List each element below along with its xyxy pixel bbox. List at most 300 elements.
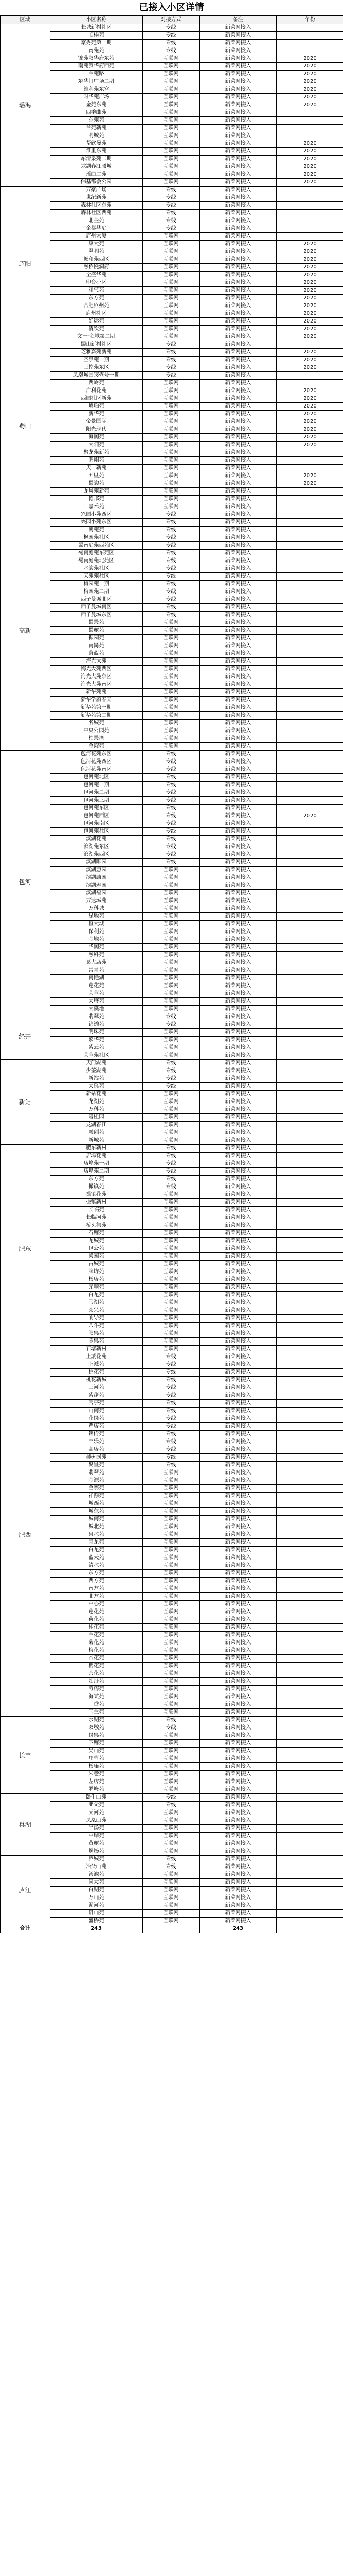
table-row bbox=[1, 936, 343, 944]
year-cell bbox=[277, 125, 343, 132]
year-cell bbox=[277, 1562, 343, 1570]
connection-type-cell: 互联网 bbox=[143, 101, 200, 109]
table-row bbox=[1, 542, 343, 550]
year-cell: 2020 bbox=[277, 78, 343, 86]
year-cell: 2020 bbox=[277, 364, 343, 372]
table-row bbox=[1, 944, 343, 952]
table-row bbox=[1, 1415, 343, 1423]
table-row bbox=[1, 882, 343, 890]
table-row bbox=[1, 241, 343, 248]
community-name-cell: 兰苑新苑 bbox=[50, 125, 143, 132]
community-name-cell: 亚父苑 bbox=[50, 1802, 143, 1809]
community-name-cell: 新华苑第一期 bbox=[50, 704, 143, 712]
note-cell: 新菜网接入 bbox=[200, 380, 277, 387]
table-row bbox=[1, 256, 343, 264]
note-cell: 新菜网接入 bbox=[200, 295, 277, 302]
note-cell: 新菜网接入 bbox=[200, 658, 277, 666]
note-cell: 新菜网接入 bbox=[200, 318, 277, 326]
note-cell: 新菜网接入 bbox=[200, 1585, 277, 1593]
connection-type-cell: 互联网 bbox=[143, 1191, 200, 1199]
connection-type-cell: 互联网 bbox=[143, 125, 200, 132]
community-name-cell: 三河苑 bbox=[50, 1384, 143, 1392]
community-name-cell: 庄墓苑 bbox=[50, 1755, 143, 1763]
note-cell: 新菜网接入 bbox=[200, 1377, 277, 1384]
year-cell bbox=[277, 890, 343, 897]
connection-type-cell: 互联网 bbox=[143, 163, 200, 171]
connection-type-cell: 互联网 bbox=[143, 132, 200, 140]
year-cell bbox=[277, 1369, 343, 1377]
community-name-cell: 矾山苑 bbox=[50, 1910, 143, 1918]
note-cell: 新菜网接入 bbox=[200, 1840, 277, 1848]
table-row bbox=[1, 1346, 343, 1353]
note-cell: 新菜网接入 bbox=[200, 1732, 277, 1740]
table-row bbox=[1, 1183, 343, 1191]
community-name-cell: 大唐苑 bbox=[50, 998, 143, 1006]
note-cell: 新菜网接入 bbox=[200, 1176, 277, 1183]
note-cell: 新菜网接入 bbox=[200, 372, 277, 380]
note-cell: 新菜网接入 bbox=[200, 1856, 277, 1863]
community-name-cell: 店埠苑二期 bbox=[50, 1168, 143, 1176]
table-row bbox=[1, 1160, 343, 1168]
connection-type-cell: 互联网 bbox=[143, 936, 200, 944]
community-name-cell: 包河苑二期 bbox=[50, 789, 143, 797]
table-row bbox=[1, 1554, 343, 1562]
note-cell: 新菜网接入 bbox=[200, 71, 277, 78]
table-row bbox=[1, 689, 343, 697]
table-row bbox=[1, 890, 343, 897]
year-cell bbox=[277, 1902, 343, 1910]
note-cell: 新菜网接入 bbox=[200, 743, 277, 751]
table-row bbox=[1, 1245, 343, 1253]
connection-type-cell: 互联网 bbox=[143, 426, 200, 434]
community-name-cell: 金都华庭 bbox=[50, 225, 143, 233]
table-row bbox=[1, 673, 343, 681]
year-cell bbox=[277, 1778, 343, 1786]
connection-type-cell: 互联网 bbox=[143, 295, 200, 302]
note-cell: 新菜网接入 bbox=[200, 1361, 277, 1369]
year-cell: 2020 bbox=[277, 442, 343, 449]
year-cell bbox=[277, 1377, 343, 1384]
connection-type-cell: 互联网 bbox=[143, 480, 200, 488]
note-cell: 新菜网接入 bbox=[200, 1129, 277, 1137]
connection-type-cell: 专线 bbox=[143, 519, 200, 527]
table-row bbox=[1, 63, 343, 71]
year-cell bbox=[277, 1423, 343, 1431]
connection-type-cell: 互联网 bbox=[143, 1848, 200, 1856]
community-name-cell: 枫园苑社区 bbox=[50, 534, 143, 542]
table-row bbox=[1, 418, 343, 426]
year-cell bbox=[277, 1493, 343, 1500]
table-row bbox=[1, 921, 343, 928]
year-cell: 2020 bbox=[277, 163, 343, 171]
community-name-cell: 名城苑 bbox=[50, 720, 143, 727]
table-row bbox=[1, 349, 343, 357]
connection-type-cell: 专线 bbox=[143, 843, 200, 851]
note-cell: 新菜网接入 bbox=[200, 666, 277, 673]
year-cell bbox=[277, 217, 343, 225]
note-cell: 新菜网接入 bbox=[200, 1168, 277, 1176]
note-cell: 新菜网接入 bbox=[200, 1763, 277, 1771]
year-cell bbox=[277, 1454, 343, 1462]
connection-type-cell: 专线 bbox=[143, 1438, 200, 1446]
table-row bbox=[1, 295, 343, 302]
community-name-cell: 桂花苑 bbox=[50, 1624, 143, 1632]
year-cell bbox=[277, 1601, 343, 1608]
year-cell bbox=[277, 1083, 343, 1091]
community-name-cell: 梅园苑二期 bbox=[50, 588, 143, 596]
year-cell: 2020 bbox=[277, 156, 343, 163]
community-name-cell: 振园苑 bbox=[50, 635, 143, 642]
table-row bbox=[1, 1778, 343, 1786]
year-cell: 2020 bbox=[277, 264, 343, 272]
year-cell bbox=[277, 982, 343, 990]
table-row bbox=[1, 1083, 343, 1091]
connection-type-cell: 互联网 bbox=[143, 990, 200, 998]
year-cell bbox=[277, 527, 343, 534]
connection-type-cell: 互联网 bbox=[143, 1129, 200, 1137]
connection-type-cell: 专线 bbox=[143, 1863, 200, 1871]
column-header: 对接方式 bbox=[143, 16, 200, 24]
year-cell bbox=[277, 1647, 343, 1655]
connection-type-cell: 专线 bbox=[143, 1446, 200, 1454]
community-name-cell: 滨湖苑东区 bbox=[50, 843, 143, 851]
note-cell: 新菜网接入 bbox=[200, 1338, 277, 1346]
year-cell bbox=[277, 32, 343, 40]
table-row bbox=[1, 132, 343, 140]
year-cell bbox=[277, 1037, 343, 1044]
connection-type-cell: 互联网 bbox=[143, 1562, 200, 1570]
community-name-cell: 德邦苑 bbox=[50, 496, 143, 503]
note-cell: 新菜网接入 bbox=[200, 148, 277, 156]
table-row bbox=[1, 302, 343, 310]
table-row bbox=[1, 326, 343, 333]
connection-type-cell: 互联网 bbox=[143, 1330, 200, 1338]
table-row bbox=[1, 357, 343, 364]
community-name-cell: 水韵苑社区 bbox=[50, 565, 143, 573]
community-name-cell: 清欣苑 bbox=[50, 326, 143, 333]
table-row bbox=[1, 1114, 343, 1122]
table-row bbox=[1, 434, 343, 442]
table-row bbox=[1, 71, 343, 78]
table-row bbox=[1, 1802, 343, 1809]
note-cell: 新菜网接入 bbox=[200, 635, 277, 642]
year-cell: 2020 bbox=[277, 171, 343, 179]
table-row bbox=[1, 588, 343, 596]
note-cell: 新菜网接入 bbox=[200, 913, 277, 921]
year-cell bbox=[277, 1608, 343, 1616]
community-name-cell: 西方苑 bbox=[50, 1578, 143, 1585]
table-row bbox=[1, 511, 343, 519]
community-name-cell: 玉兰苑 bbox=[50, 1709, 143, 1717]
table-row bbox=[1, 1608, 343, 1616]
connection-type-cell: 互联网 bbox=[143, 86, 200, 94]
community-name-cell: 东方苑 bbox=[50, 295, 143, 302]
community-name-cell: 新站苑 bbox=[50, 1075, 143, 1083]
connection-type-cell: 互联网 bbox=[143, 1655, 200, 1663]
table-row bbox=[1, 1918, 343, 1925]
year-cell bbox=[277, 1624, 343, 1632]
note-cell: 新菜网接入 bbox=[200, 1423, 277, 1431]
note-cell: 新菜网接入 bbox=[200, 1786, 277, 1794]
community-name-cell: 桃花苑 bbox=[50, 1369, 143, 1377]
connection-type-cell: 专线 bbox=[143, 1802, 200, 1809]
connection-type-cell: 专线 bbox=[143, 1392, 200, 1400]
note-cell: 新菜网接入 bbox=[200, 1261, 277, 1268]
note-cell: 新菜网接入 bbox=[200, 836, 277, 843]
table-row bbox=[1, 225, 343, 233]
note-cell: 新菜网接入 bbox=[200, 1462, 277, 1469]
year-cell bbox=[277, 1833, 343, 1840]
year-cell bbox=[277, 689, 343, 697]
note-cell: 新菜网接入 bbox=[200, 1469, 277, 1477]
note-cell: 新菜网接入 bbox=[200, 1238, 277, 1245]
year-cell bbox=[277, 1616, 343, 1624]
year-cell bbox=[277, 1554, 343, 1562]
connection-type-cell: 互联网 bbox=[143, 1840, 200, 1848]
connection-type-cell: 互联网 bbox=[143, 952, 200, 959]
note-cell: 新菜网接入 bbox=[200, 1013, 277, 1021]
community-name-cell: 南艳湖 bbox=[50, 975, 143, 982]
table-row bbox=[1, 697, 343, 704]
year-cell bbox=[277, 372, 343, 380]
year-cell bbox=[277, 913, 343, 921]
table-row bbox=[1, 503, 343, 511]
connection-type-cell: 互联网 bbox=[143, 256, 200, 264]
community-name-cell: 左店苑 bbox=[50, 1778, 143, 1786]
connection-type-cell: 互联网 bbox=[143, 380, 200, 387]
note-cell: 新菜网接入 bbox=[200, 1809, 277, 1817]
community-name-cell: 包河花苑南区 bbox=[50, 766, 143, 774]
note-cell: 新菜网接入 bbox=[200, 1724, 277, 1732]
year-cell bbox=[277, 117, 343, 125]
community-name-cell: 牡丹苑 bbox=[50, 1678, 143, 1686]
community-name-cell: 白湖苑 bbox=[50, 1887, 143, 1894]
year-cell bbox=[277, 1284, 343, 1292]
year-cell bbox=[277, 1029, 343, 1037]
year-cell bbox=[277, 1199, 343, 1207]
note-cell: 新菜网接入 bbox=[200, 287, 277, 295]
note-cell: 新菜网接入 bbox=[200, 364, 277, 372]
note-cell: 新菜网接入 bbox=[200, 1029, 277, 1037]
year-cell bbox=[277, 1879, 343, 1887]
community-name-cell: 西园社区新苑 bbox=[50, 395, 143, 403]
community-name-cell: 紫蓬苑 bbox=[50, 1392, 143, 1400]
year-cell bbox=[277, 1840, 343, 1848]
year-cell bbox=[277, 1856, 343, 1863]
connection-type-cell: 互联网 bbox=[143, 1523, 200, 1531]
table-row bbox=[1, 187, 343, 194]
connection-type-cell: 专线 bbox=[143, 812, 200, 820]
year-cell bbox=[277, 1153, 343, 1160]
connection-type-cell: 互联网 bbox=[143, 1825, 200, 1833]
year-cell bbox=[277, 1276, 343, 1284]
note-cell: 新菜网接入 bbox=[200, 735, 277, 743]
year-cell: 2020 bbox=[277, 71, 343, 78]
table-row bbox=[1, 24, 343, 32]
connection-type-cell: 互联网 bbox=[143, 472, 200, 480]
note-cell: 新菜网接入 bbox=[200, 573, 277, 581]
year-cell: 2020 bbox=[277, 148, 343, 156]
year-cell bbox=[277, 1006, 343, 1013]
table-row bbox=[1, 47, 343, 55]
note-cell: 新菜网接入 bbox=[200, 1655, 277, 1663]
community-name-cell: 东华门广场二期 bbox=[50, 78, 143, 86]
note-cell: 新菜网接入 bbox=[200, 1693, 277, 1701]
table-row bbox=[1, 1500, 343, 1508]
year-cell bbox=[277, 627, 343, 635]
connection-type-cell: 互联网 bbox=[143, 1238, 200, 1245]
community-name-cell: 龙湖春江曦城 bbox=[50, 163, 143, 171]
note-cell: 新菜网接入 bbox=[200, 109, 277, 117]
table-row bbox=[1, 1740, 343, 1748]
year-cell bbox=[277, 1098, 343, 1106]
year-cell bbox=[277, 867, 343, 874]
connection-type-cell: 专线 bbox=[143, 797, 200, 805]
connection-type-cell: 互联网 bbox=[143, 1547, 200, 1554]
connection-type-cell: 互联网 bbox=[143, 1778, 200, 1786]
note-cell: 新菜网接入 bbox=[200, 1330, 277, 1338]
table-row bbox=[1, 109, 343, 117]
year-cell bbox=[277, 557, 343, 565]
table-row bbox=[1, 1400, 343, 1408]
note-cell: 新菜网接入 bbox=[200, 751, 277, 758]
year-cell bbox=[277, 341, 343, 349]
year-cell: 2020 bbox=[277, 63, 343, 71]
community-name-cell: 同大苑 bbox=[50, 1879, 143, 1887]
year-cell bbox=[277, 1771, 343, 1778]
community-name-cell: 全盛华苑 bbox=[50, 272, 143, 279]
connection-type-cell: 互联网 bbox=[143, 1817, 200, 1825]
community-name-cell: 兰苑路 bbox=[50, 71, 143, 78]
note-cell: 新菜网接入 bbox=[200, 1516, 277, 1523]
connection-type-cell: 互联网 bbox=[143, 326, 200, 333]
community-name-cell: 中央公园苑 bbox=[50, 727, 143, 735]
connection-type-cell: 专线 bbox=[143, 782, 200, 789]
connection-type-cell: 互联网 bbox=[143, 874, 200, 882]
note-cell: 新菜网接入 bbox=[200, 140, 277, 148]
year-cell bbox=[277, 1825, 343, 1833]
community-name-cell: 山南苑 bbox=[50, 1408, 143, 1415]
community-name-cell: 瑶曲二苑 bbox=[50, 171, 143, 179]
table-row bbox=[1, 581, 343, 588]
table-row bbox=[1, 1431, 343, 1438]
connection-type-cell: 互联网 bbox=[143, 1763, 200, 1771]
connection-type-cell: 互联网 bbox=[143, 1531, 200, 1539]
table-row bbox=[1, 565, 343, 573]
note-cell: 新菜网接入 bbox=[200, 1369, 277, 1377]
connection-type-cell: 互联网 bbox=[143, 318, 200, 326]
table-row bbox=[1, 1701, 343, 1709]
connection-type-cell: 互联网 bbox=[143, 1539, 200, 1547]
community-name-cell: 翡翠苑 bbox=[50, 1013, 143, 1021]
note-cell: 新菜网接入 bbox=[200, 1207, 277, 1214]
connection-type-cell: 互联网 bbox=[143, 1222, 200, 1230]
note-cell: 新菜网接入 bbox=[200, 1701, 277, 1709]
community-name-cell: 樱花苑 bbox=[50, 1663, 143, 1670]
note-cell: 新菜网接入 bbox=[200, 1392, 277, 1400]
connection-type-cell: 专线 bbox=[143, 194, 200, 202]
year-cell bbox=[277, 936, 343, 944]
community-name-cell: 冶父山苑 bbox=[50, 1863, 143, 1871]
year-cell bbox=[277, 210, 343, 217]
community-name-cell: 中心苑 bbox=[50, 1601, 143, 1608]
note-cell: 新菜网接入 bbox=[200, 496, 277, 503]
table-row bbox=[1, 1493, 343, 1500]
connection-type-cell: 互联网 bbox=[143, 1323, 200, 1330]
community-name-cell: 杨店苑 bbox=[50, 1276, 143, 1284]
district-cell: 庐阳 bbox=[1, 187, 50, 341]
note-cell: 新菜网接入 bbox=[200, 472, 277, 480]
connection-type-cell: 互联网 bbox=[143, 1106, 200, 1114]
community-name-cell: 融创苑 bbox=[50, 1129, 143, 1137]
community-name-cell: 包河苑三期 bbox=[50, 797, 143, 805]
table-row bbox=[1, 1044, 343, 1052]
community-name-cell: 泥河苑 bbox=[50, 1902, 143, 1910]
connection-type-cell: 互联网 bbox=[143, 1578, 200, 1585]
note-cell: 新菜网接入 bbox=[200, 774, 277, 782]
community-name-cell: 金源苑 bbox=[50, 1477, 143, 1485]
community-name-cell: 张集苑 bbox=[50, 1330, 143, 1338]
year-cell bbox=[277, 1400, 343, 1408]
community-name-cell: 包河苑社区 bbox=[50, 828, 143, 836]
year-cell bbox=[277, 1415, 343, 1423]
table-row bbox=[1, 1531, 343, 1539]
year-cell bbox=[277, 1075, 343, 1083]
note-cell: 新菜网接入 bbox=[200, 125, 277, 132]
table-row bbox=[1, 1477, 343, 1485]
community-name-cell: 锦苑叙华府东苑 bbox=[50, 55, 143, 63]
community-name-cell: 兰花苑 bbox=[50, 1632, 143, 1639]
connection-type-cell: 互联网 bbox=[143, 1516, 200, 1523]
note-cell: 新菜网接入 bbox=[200, 975, 277, 982]
table-row bbox=[1, 426, 343, 434]
community-name-cell: 城北苑 bbox=[50, 1523, 143, 1531]
year-cell bbox=[277, 1632, 343, 1639]
connection-type-cell: 互联网 bbox=[143, 1887, 200, 1894]
connection-type-cell: 互联网 bbox=[143, 890, 200, 897]
community-name-cell: 石塘新村 bbox=[50, 1346, 143, 1353]
community-name-cell: 翡翠苑 bbox=[50, 1469, 143, 1477]
table-row bbox=[1, 743, 343, 751]
connection-type-cell: 互联网 bbox=[143, 1918, 200, 1925]
table-row bbox=[1, 1299, 343, 1307]
note-cell: 新菜网接入 bbox=[200, 117, 277, 125]
note-cell: 新菜网接入 bbox=[200, 202, 277, 210]
table-row bbox=[1, 395, 343, 403]
year-cell bbox=[277, 24, 343, 32]
connection-type-cell: 互联网 bbox=[143, 635, 200, 642]
connection-type-cell: 互联网 bbox=[143, 998, 200, 1006]
note-cell: 新菜网接入 bbox=[200, 612, 277, 619]
community-name-cell: 庐城苑 bbox=[50, 1856, 143, 1863]
note-cell: 新菜网接入 bbox=[200, 465, 277, 472]
note-cell: 新菜网接入 bbox=[200, 758, 277, 766]
year-cell bbox=[277, 851, 343, 859]
connection-type-cell: 互联网 bbox=[143, 1044, 200, 1052]
community-name-cell: 滨湖康园 bbox=[50, 874, 143, 882]
year-cell bbox=[277, 1160, 343, 1168]
year-cell: 2020 bbox=[277, 248, 343, 256]
year-cell bbox=[277, 1292, 343, 1299]
table-row bbox=[1, 1330, 343, 1338]
connection-type-cell: 互联网 bbox=[143, 1122, 200, 1129]
connection-type-cell: 专线 bbox=[143, 1423, 200, 1431]
table-row bbox=[1, 1098, 343, 1106]
community-name-cell: 鸿苑苑 bbox=[50, 527, 143, 534]
connection-type-cell: 互联网 bbox=[143, 666, 200, 673]
community-name-cell: 朱巷苑 bbox=[50, 1771, 143, 1778]
column-header: 小区名称 bbox=[50, 16, 143, 24]
